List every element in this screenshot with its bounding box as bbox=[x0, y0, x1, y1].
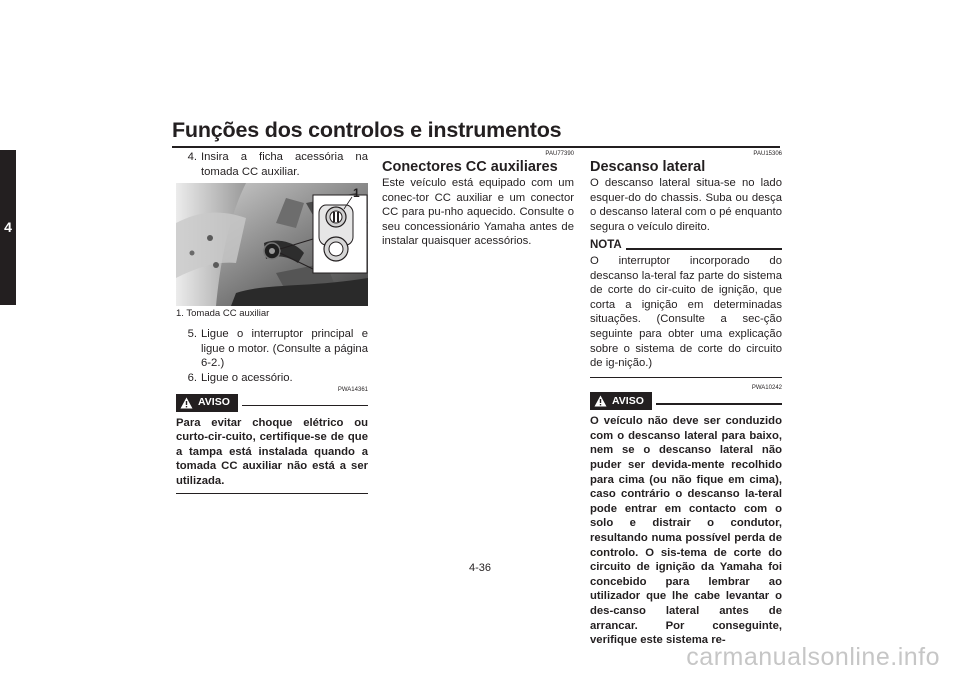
column-middle bbox=[382, 150, 574, 249]
chapter-number: 4 bbox=[4, 219, 12, 235]
step-5 bbox=[176, 327, 368, 371]
step-number: 4. bbox=[187, 151, 197, 163]
section-heading: Conectores CC auxiliares bbox=[382, 159, 558, 175]
chapter-tab bbox=[0, 150, 16, 305]
warning-header bbox=[590, 392, 782, 410]
section-body: O descanso lateral situa-se no lado esquer-do do chassis. Suba ou desça o descanso lateral com o pé enquanto segura o veículo direito. bbox=[590, 177, 782, 233]
step-text: Insira a ficha acessória na tomada CC auxiliar. bbox=[201, 151, 368, 178]
column-left bbox=[176, 150, 368, 494]
figure-aux-dc-outlet bbox=[176, 183, 368, 306]
warning-badge bbox=[590, 392, 652, 410]
step-6 bbox=[176, 371, 368, 386]
step-text: Ligue o interruptor principal e ligue o motor. (Consulte a página 6-2.) bbox=[201, 328, 368, 370]
page-title: Funções dos controlos e instrumentos bbox=[172, 118, 562, 142]
warning-triangle-icon bbox=[180, 397, 193, 409]
step-number: 5. bbox=[187, 328, 197, 341]
warning-end-rule bbox=[176, 493, 368, 495]
warning-badge bbox=[176, 394, 238, 412]
warning-rule bbox=[656, 403, 782, 405]
section-code: PAU15306 bbox=[753, 151, 782, 157]
note-end-rule bbox=[590, 377, 782, 379]
warning-rule bbox=[242, 405, 368, 407]
note-text: O interruptor incorporado do descanso la-teral faz parte do sistema de corte do cir-cuito de ignição, que corta a ignição em determinadas situações. (Consulte a sec-ção seguinte para obter uma explicação sobre o sistema de corte do circuito de ig-nição.) bbox=[590, 254, 782, 370]
warning-code: PWA10242 bbox=[751, 385, 782, 392]
warning-triangle-icon bbox=[594, 395, 607, 407]
note-header bbox=[590, 238, 782, 253]
note-label: NOTA bbox=[590, 239, 622, 252]
section-heading: Descanso lateral bbox=[590, 159, 706, 175]
figure-caption: 1. Tomada CC auxiliar bbox=[176, 308, 270, 320]
header-divider bbox=[172, 146, 780, 148]
watermark: carmanualsonline.info bbox=[686, 643, 940, 671]
warning-text: Para evitar choque elétrico ou curto-cir-cuito, certifique-se de que a tampa está instalada quando a tomada CC auxiliar não está a ser utilizada. bbox=[176, 416, 368, 487]
page-number: 4-36 bbox=[468, 562, 492, 574]
step-4 bbox=[176, 150, 368, 179]
section-body: Este veículo está equipado com um conec-tor CC auxiliar e um conector CC para pu-nho aquecido. Consulte o seu concessionário Yamaha antes de instalar quaisquer acessórios. bbox=[382, 177, 574, 248]
motorcycle-detail-illustration bbox=[176, 183, 368, 306]
warning-text: O veículo não deve ser conduzido com o descanso lateral para baixo, nem se o descanso lateral não puder ser devida-mente recolhido para cima (ou não fique em cima), caso contrário o descanso la-teral pode entrar em contacto com o solo e distrair o condutor, resultando numa possível perda de controlo. O sis-tema de corte do circuito de ignição da Yamaha foi concebido para lembrar ao utilizador que lhe cabe levantar o des-canso lateral antes de arrancar. Por conseguinte, verifique este sistema re- bbox=[590, 415, 782, 647]
warning-label: AVISO bbox=[198, 396, 230, 409]
warning-code: PWA14361 bbox=[337, 386, 368, 393]
figure-callout: 1 bbox=[353, 186, 360, 201]
warning-header bbox=[176, 394, 368, 412]
warning-label: AVISO bbox=[612, 394, 644, 407]
note-rule bbox=[626, 248, 782, 250]
section-code: PAU77390 bbox=[545, 151, 574, 157]
step-number: 6. bbox=[187, 371, 197, 384]
step-text: Ligue o acessório. bbox=[201, 371, 293, 384]
